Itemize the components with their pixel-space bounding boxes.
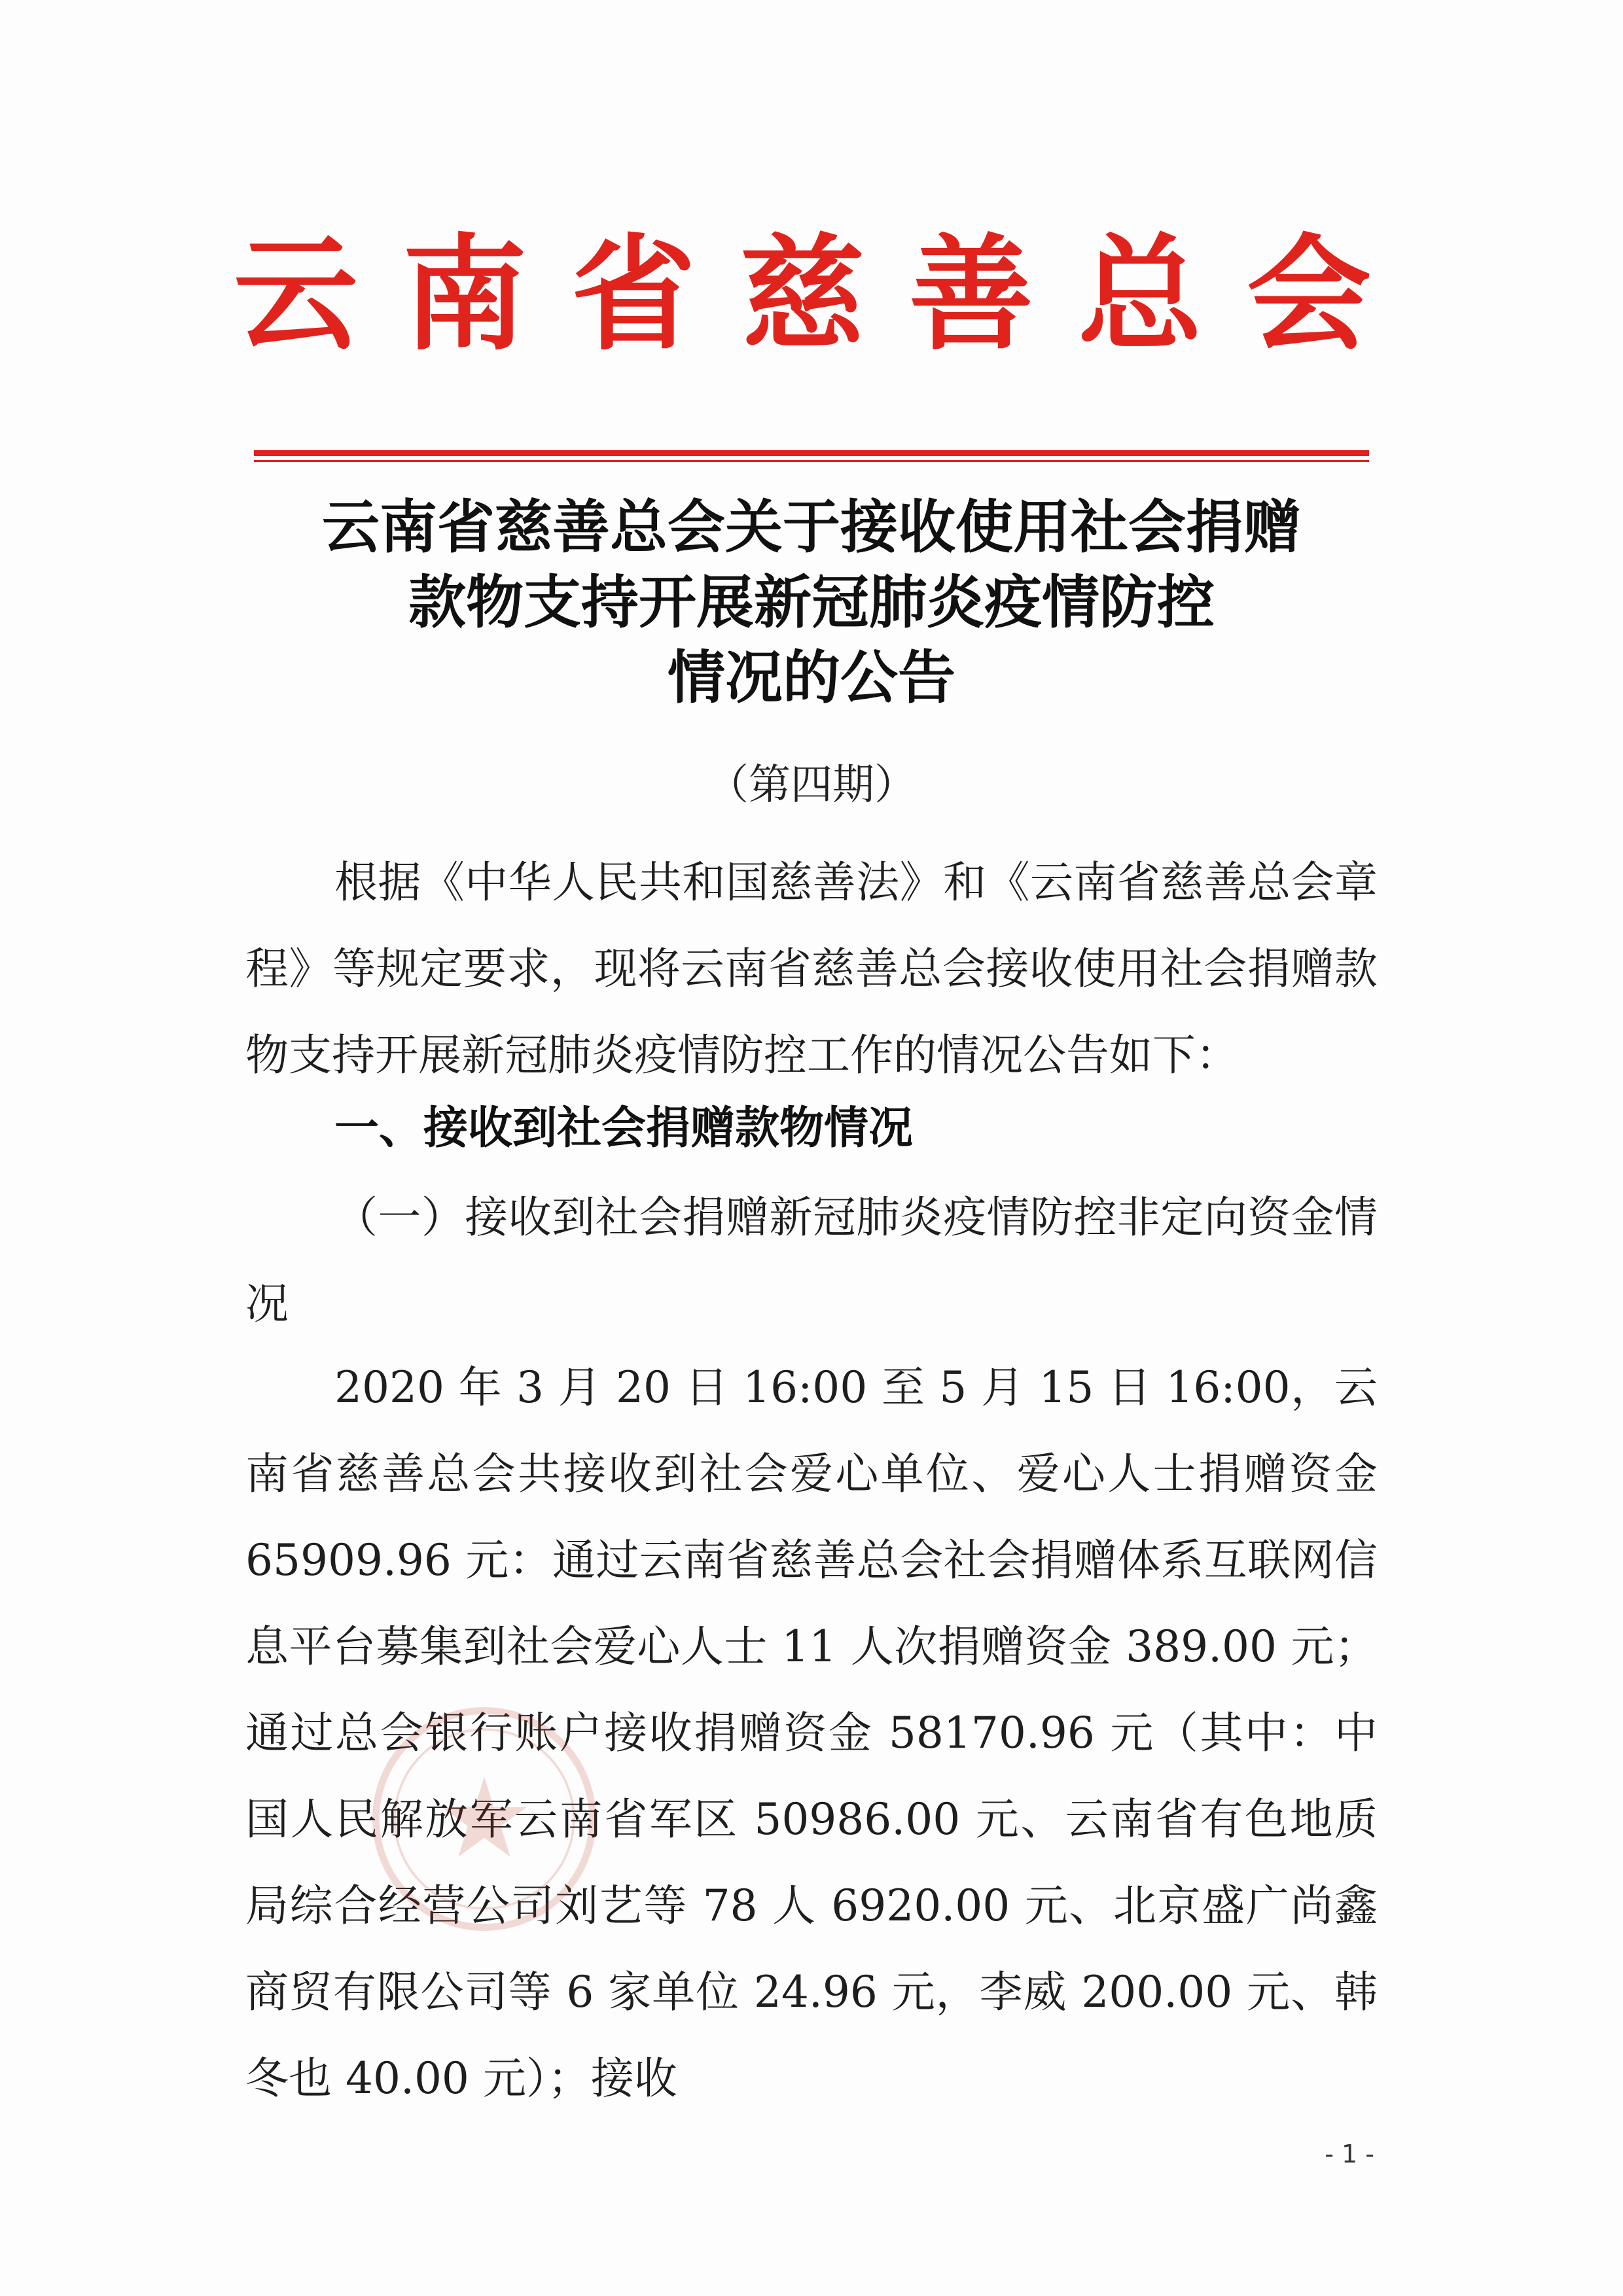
section-heading-1: 一、接收到社会捐赠款物情况 bbox=[334, 1103, 914, 1154]
subsection-heading-1: （一）接收到社会捐赠新冠肺炎疫情防控非定向资金情况 bbox=[245, 1192, 1378, 1329]
faded-seal-stamp bbox=[366, 1701, 602, 1937]
org-name-header: 云南省慈善总会 bbox=[233, 221, 1416, 367]
title-line-2: 款物支持开展新冠肺炎疫情防控 bbox=[408, 568, 1215, 636]
issue-number: （第四期） bbox=[707, 761, 916, 809]
red-divider-thin bbox=[254, 460, 1369, 462]
page-number: - 1 - bbox=[1325, 2140, 1374, 2168]
donation-paragraph: 2020 年 3 月 20 日 16:00 至 5 月 15 日 16:00，云南省慈善总会共接收到社会爱心单位、爱心人士捐赠资金 65909.96 元：通过云南省慈善总会社会捐赠体系互联网信息平台募集到社会爱心人士 11 人次捐赠资金 389.00 元；通过总会银行账户接收捐赠资金 58170.96 元（其中：中国人民解放军云南省军区 50986.00 元、云南省有色地质局综合经营公司刘艺等 78 人 6920.00 元、北京盛广尚鑫商贸有限公司等 6 家单位 24.96 元，李威 200.00 元、韩冬也 40.00 元）；接收 bbox=[245, 1362, 1378, 2104]
document-title bbox=[0, 489, 1623, 715]
intro-paragraph: 根据《中华人民共和国慈善法》和《云南省慈善总会章程》等规定要求，现将云南省慈善总会接收使用社会捐赠款物支持开展新冠肺炎疫情防控工作的情况公告如下： bbox=[245, 857, 1378, 1080]
title-line-1: 云南省慈善总会关于接收使用社会捐赠 bbox=[321, 493, 1301, 561]
red-divider-thick bbox=[254, 450, 1369, 456]
title-line-3: 情况的公告 bbox=[667, 643, 955, 711]
